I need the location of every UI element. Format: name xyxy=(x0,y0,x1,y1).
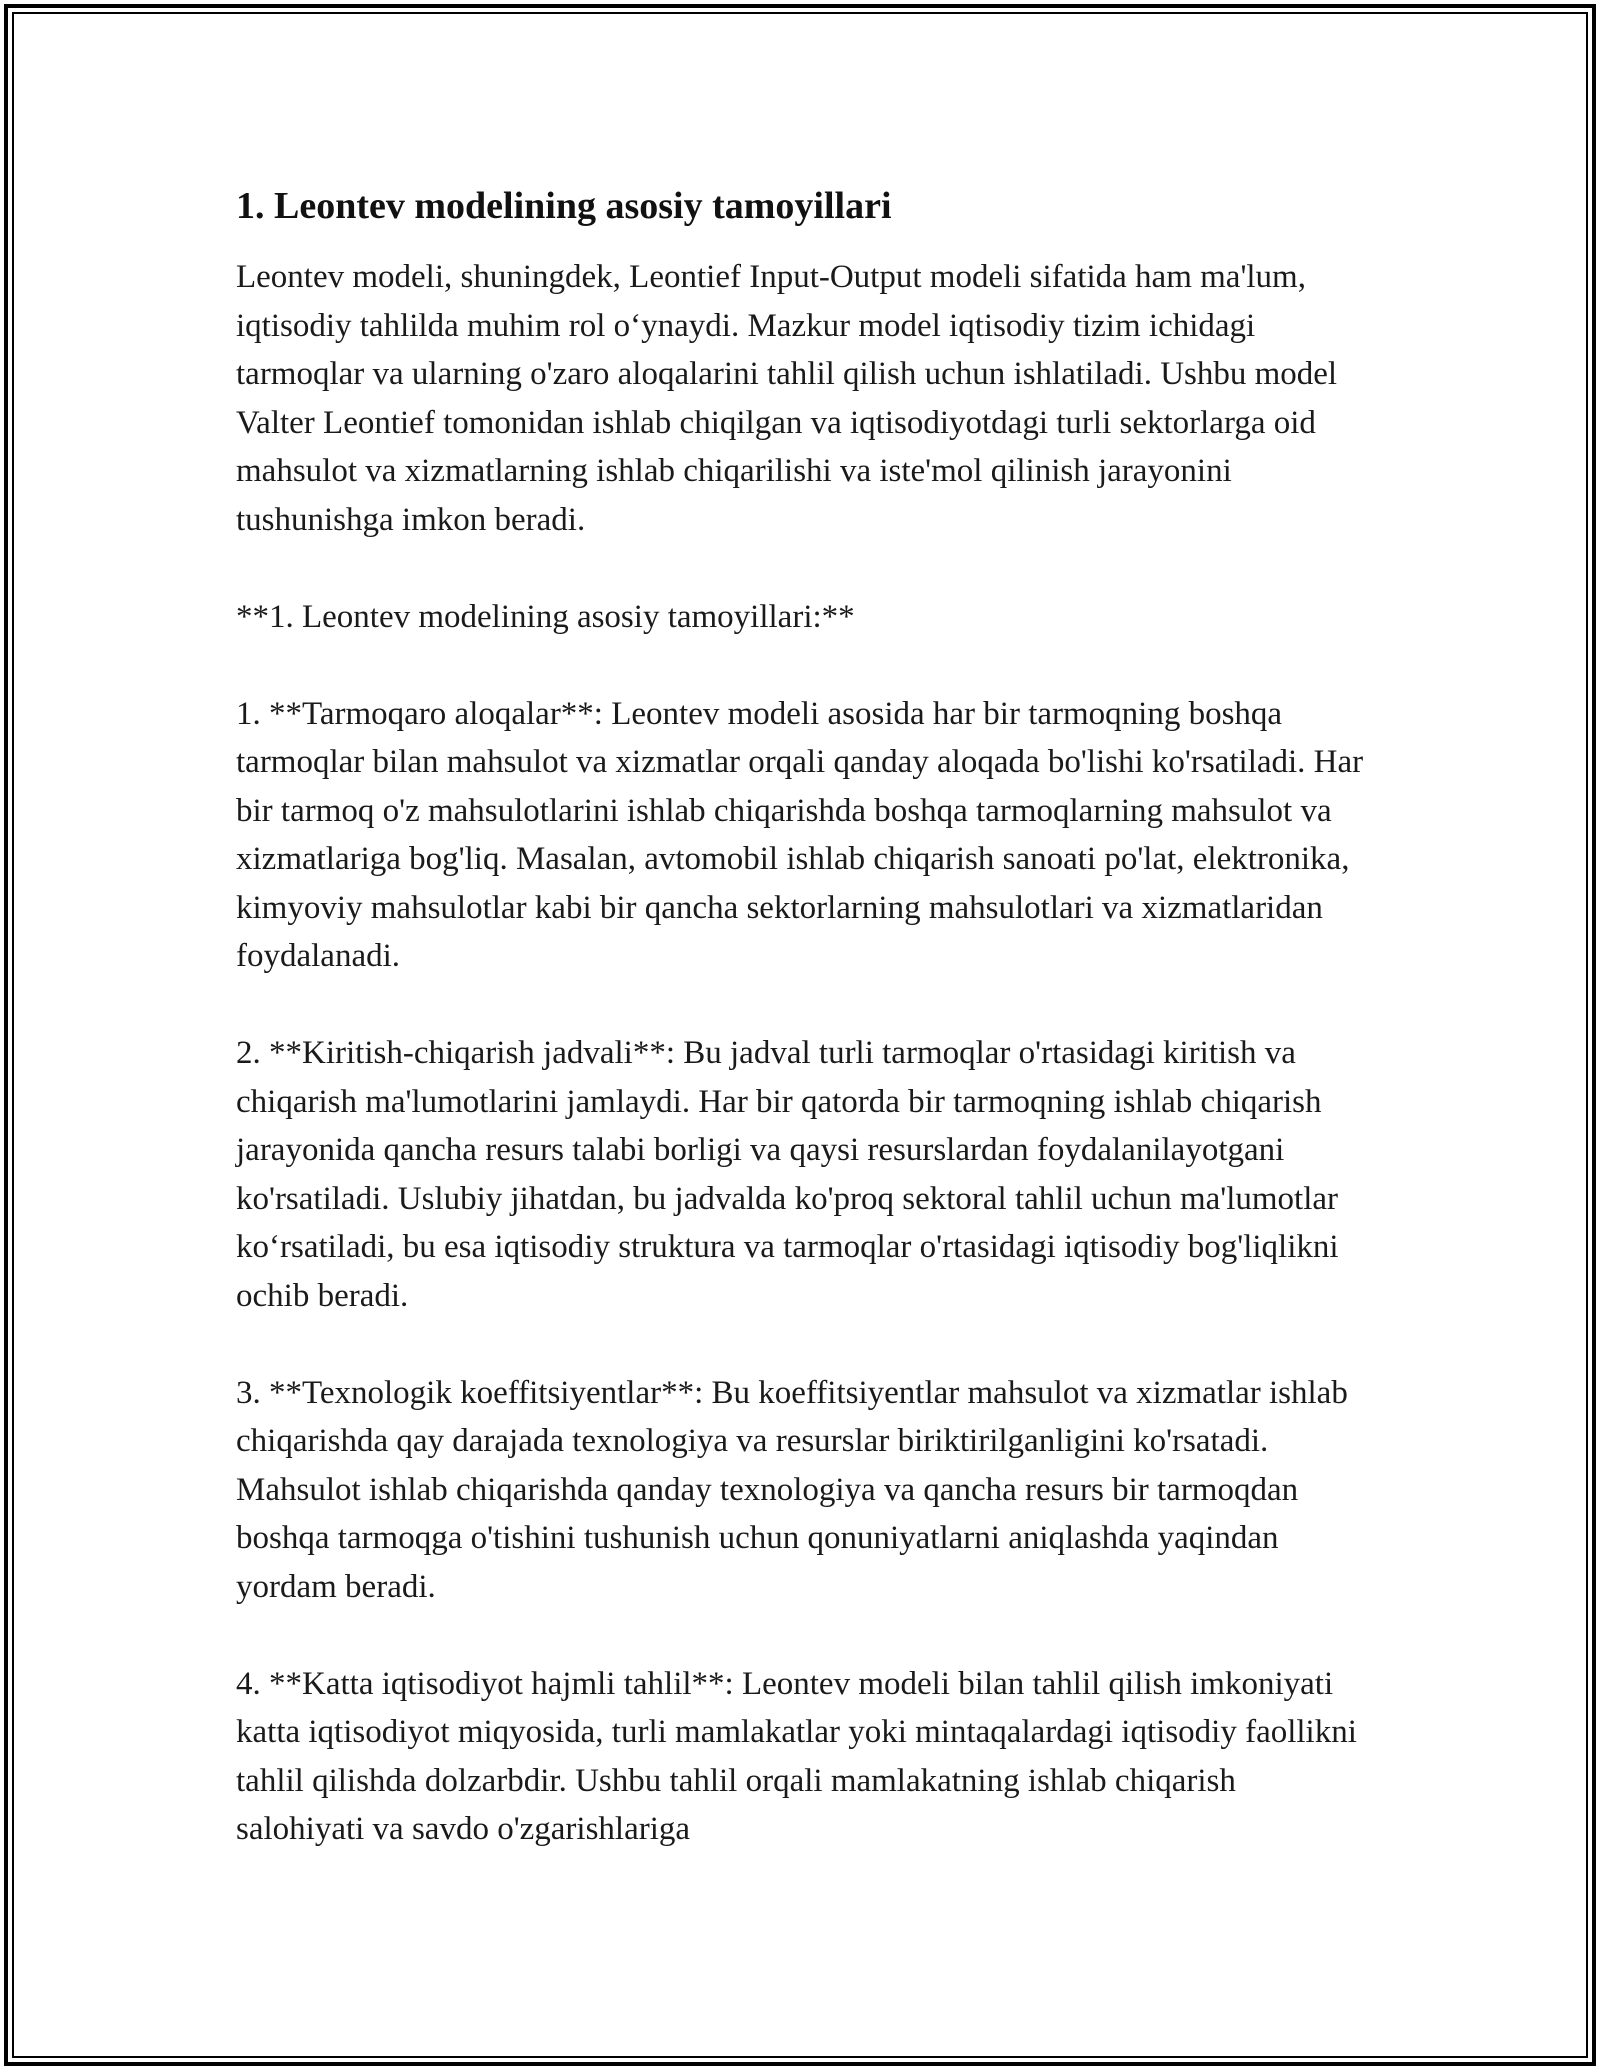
spacer xyxy=(236,1320,1366,1369)
list-item-1: 1. **Tarmoqaro aloqalar**: Leontev modeli asosida har bir tarmoqning boshqa tarmoqlar bilan mahsulot va xizmatlar orqali qanday aloqada bo'lishi ko'rsatiladi. Har bir tarmoq o'z mahsulotlarini ishlab chiqarishda boshqa tarmoqlarning mahsulot va xizmatlariga bog'liq. Masalan, avtomobil ishlab chiqarish sanoati po'lat, elektronika, kimyoviy mahsulotlar kabi bir qancha sektorlarning mahsulotlari va xizmatlaridan foydalanadi. xyxy=(236,695,1364,975)
spacer xyxy=(236,641,1366,690)
spacer xyxy=(236,231,1366,253)
spacer xyxy=(236,981,1366,1030)
list-item-3: 3. **Texnologik koeffitsiyentlar**: Bu koeffitsiyentlar mahsulot va xizmatlar ishlab chiqarishda qay darajada texnologiya va resurslar biriktirilganligini ko'rsatadi. Mahsulot ishlab chiqarishda qanday texnologiya va qancha resurs bir tarmoqdan boshqa tarmoqga o'tishini tushunish uchun qonuniyatlarni aniqlashda yaqindan yordam beradi. xyxy=(236,1374,1348,1605)
spacer xyxy=(236,544,1366,593)
subheading-paragraph: **1. Leontev modelining asosiy tamoyillari:** xyxy=(236,598,855,635)
list-item-2: 2. **Kiritish-chiqarish jadvali**: Bu jadval turli tarmoqlar o'rtasidagi kiritish va chiqarish ma'lumotlarini jamlaydi. Har bir qatorda bir tarmoqning ishlab chiqarish jarayonida qancha resurs talabi borligi va qaysi resurslardan foydalanilayotgani ko'rsatiladi. Uslubiy jihatdan, bu jadvalda ko'proq sektoral tahlil uchun ma'lumotlar ko‘rsatiladi, bu esa iqtisodiy struktura va tarmoqlar o'rtasidagi iqtisodiy bog'liqlikni ochib beradi. xyxy=(236,1035,1339,1314)
list-item-4: 4. **Katta iqtisodiyot hajmli tahlil**: Leontev modeli bilan tahlil qilish imkoniyati katta iqtisodiyot miqyosida, turli mamlakatlar yoki mintaqalardagi iqtisodiy faollikni tahlil qilishda dolzarbdir. Ushbu tahlil orqali mamlakatning ishlab chiqarish salohiyati va savdo o'zgarishlariga xyxy=(236,1665,1357,1848)
section-heading: 1. Leontev modelining asosiy tamoyillari xyxy=(236,185,892,227)
spacer xyxy=(236,1611,1366,1660)
document-body xyxy=(236,182,1366,1854)
intro-paragraph: Leontev modeli, shuningdek, Leontief Input-Output modeli sifatida ham ma'lum, iqtisodiy tahlilda muhim rol o‘ynaydi. Mazkur model iqtisodiy tizim ichidagi tarmoqlar va ularning o'zaro aloqalarini tahlil qilish uchun ishlatiladi. Ushbu model Valter Leontief tomonidan ishlab chiqilgan va iqtisodiyotdagi turli sektorlarga oid mahsulot va xizmatlarning ishlab chiqarilishi va iste'mol qilinish jarayonini tushunishga imkon beradi. xyxy=(236,259,1338,538)
